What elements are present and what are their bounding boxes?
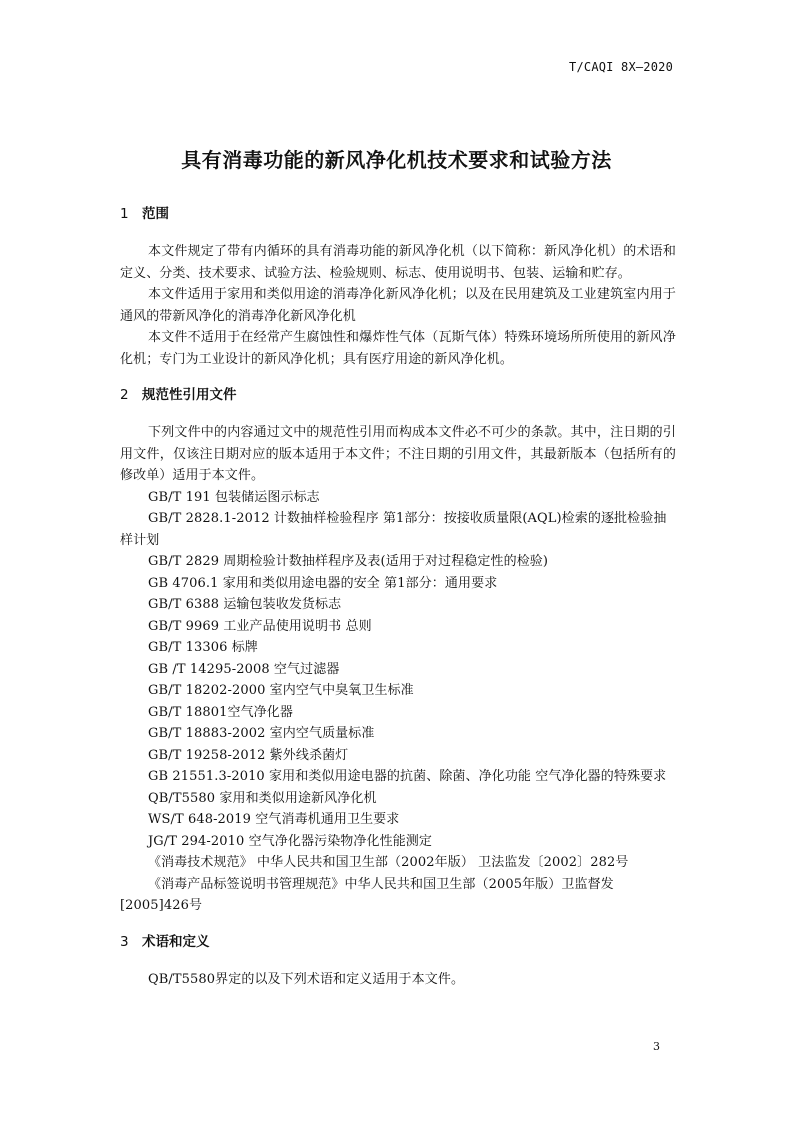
reference-item: GB 4706.1 家用和类似用途电器的安全 第1部分：通用要求: [148, 575, 498, 591]
paragraph: 本文件规定了带有内循环的具有消毒功能的新风净化机（以下简称：新风净化机）的术语和定义、分类、技术要求、试验方法、检验规则、标志、使用说明书、包装、运输和贮存。: [120, 244, 676, 281]
section-number: 2: [120, 387, 129, 403]
reference-item: WS/T 648-2019 空气消毒机通用卫生要求: [148, 812, 400, 827]
reference-item: GB/T 18801空气净化器: [148, 704, 293, 720]
section-number: 3: [120, 933, 129, 950]
reference-item: GB/T 6388 运输包装收发货标志: [148, 597, 342, 612]
reference-item: GB/T 2828.1-2012 计数抽样检验程序 第1部分：按接收质量限(AQL)检索的逐批检验抽样计划: [120, 511, 667, 548]
page-number: 3: [653, 1040, 660, 1053]
reference-item: GB /T 14295-2008 空气过滤器: [148, 661, 340, 677]
standard-code: T/CAQI 8X—2020: [569, 60, 673, 74]
section-title: 术语和定义: [142, 933, 210, 950]
reference-item: GB/T 191 包装储运图示标志: [148, 489, 320, 505]
section-title: 范围: [142, 206, 169, 222]
document-title: 具有消毒功能的新风净化机技术要求和试验方法: [181, 148, 612, 172]
paragraph: QB/T5580界定的以及下列术语和定义适用于本文件。: [148, 971, 465, 987]
section-3-heading: [120, 931, 676, 953]
section-title: 规范性引用文件: [142, 387, 237, 403]
paragraph: 本文件适用于家用和类似用途的消毒净化新风净化机；以及在民用建筑及工业建筑室内用于通风的带新风净化的消毒净化新风净化机: [120, 287, 676, 324]
reference-item: GB/T 9969 工业产品使用说明书 总则: [148, 618, 372, 634]
section-number: 1: [120, 206, 129, 222]
reference-item: GB/T 2829 周期检验计数抽样程序及表(适用于对过程稳定性的检验): [148, 554, 549, 569]
reference-item: GB/T 18883-2002 室内空气质量标准: [148, 726, 375, 741]
section-2-heading: [120, 384, 676, 406]
document-body: [120, 203, 676, 990]
reference-item: 《消毒产品标签说明书管理规范》中华人民共和国卫生部（2005年版）卫监督发[2005]426号: [120, 876, 614, 913]
paragraph: 下列文件中的内容通过文中的规范性引用而构成本文件必不可少的条款。其中，注日期的引用文件，仅该注日期对应的版本适用于本文件；不注日期的引用文件，其最新版本（包括所有的修改单）适用于本文件。: [120, 425, 676, 483]
reference-item: GB/T 18202-2000 室内空气中臭氧卫生标准: [148, 683, 414, 698]
paragraph: 本文件不适用于在经常产生腐蚀性和爆炸性气体（瓦斯气体）特殊环境场所所使用的新风净化机；专门为工业设计的新风净化机；具有医疗用途的新风净化机。: [120, 330, 676, 367]
reference-item: JG/T 294-2010 空气净化器污染物净化性能测定: [148, 833, 433, 849]
section-1-heading: [120, 203, 676, 225]
reference-item: GB/T 13306 标牌: [148, 640, 258, 655]
reference-item: QB/T5580 家用和类似用途新风净化机: [148, 790, 377, 806]
reference-item: GB 21551.3-2010 家用和类似用途电器的抗菌、除菌、净化功能 空气净化器的特殊要求: [148, 769, 667, 784]
reference-item: 《消毒技术规范》 中华人民共和国卫生部（2002年版） 卫法监发〔2002〕282号: [148, 855, 629, 870]
reference-item: GB/T 19258-2012 紫外线杀菌灯: [148, 747, 349, 763]
